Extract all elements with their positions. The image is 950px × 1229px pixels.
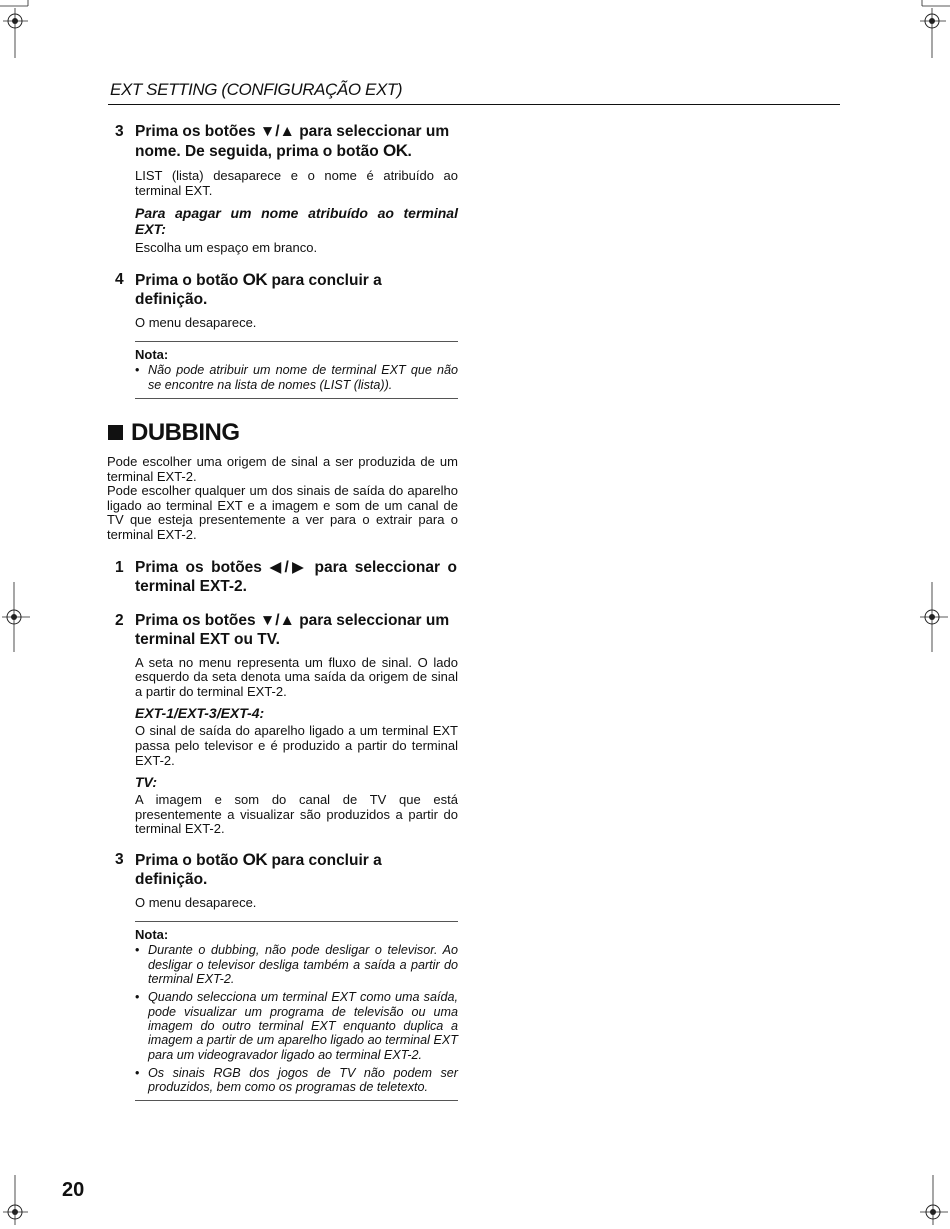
- step-instruction: Prima os botões ▼/▲ para seleccionar um nome. De seguida, prima o botão OK.: [135, 123, 450, 160]
- note-box: [135, 341, 458, 399]
- step-number: 3: [115, 850, 124, 868]
- step-number: 1: [115, 558, 124, 576]
- step-number: 3: [115, 123, 124, 140]
- dubbing-step-3: [107, 850, 458, 889]
- note-title: Nota:: [135, 347, 169, 363]
- step-3-select-name: [107, 122, 458, 161]
- header-divider: [108, 104, 840, 105]
- note-item: • Os sinais RGB dos jogos de TV não podem ser produzidos, bem como os programas de teletexto.: [135, 1066, 458, 1095]
- section-intro: Pode escolher qualquer um dos sinais de saída do aparelho ligado ao terminal EXT e a imagem e som de um canal de TV que esteja presentemente a ver para o extrair para o terminal EXT-2.: [107, 483, 458, 542]
- sub-heading: Para apagar um nome atribuído ao terminal EXT:: [135, 205, 458, 238]
- step-instruction: Prima os botões ▼/▲ para seleccionar um terminal EXT ou TV.: [135, 611, 450, 648]
- ok-button-glyph: OK: [242, 849, 268, 869]
- section-intro: Pode escolher uma origem de sinal a ser produzida de um terminal EXT-2.: [107, 453, 458, 484]
- step-body: O menu desaparece.: [135, 894, 257, 910]
- step-body: O menu desaparece.: [135, 314, 257, 330]
- sub-heading: TV:: [135, 774, 158, 791]
- step-instruction: Prima o botão OK para concluir a definição.: [135, 269, 382, 308]
- note-box: [135, 921, 458, 1101]
- step-instruction: Prima o botão OK para concluir a definição.: [135, 849, 382, 888]
- note-item: • Durante o dubbing, não pode desligar o televisor. Ao desligar o televisor desliga também a saída a partir do terminal EXT-2.: [135, 943, 458, 986]
- step-instruction: Prima os botões ◀/▶ para seleccionar o terminal EXT-2.: [135, 558, 457, 595]
- registration-mark-icon: [910, 1175, 950, 1229]
- registration-mark-icon: [0, 582, 36, 652]
- step-number: 2: [115, 611, 124, 629]
- sub-body: Escolha um espaço em branco.: [135, 240, 318, 256]
- step-number: 4: [115, 270, 124, 288]
- note-item: • Quando selecciona um terminal EXT como uma saída, pode visualizar um programa de televisão ou uma imagem do outro terminal EXT enquanto duplica a imagem a partir de um aparelho ligado ao terminal EXT para um videogravador ligado ao terminal EXT-2.: [135, 990, 458, 1061]
- registration-mark-icon: [914, 582, 950, 652]
- sub-body: A imagem e som do canal de TV que está presentemente a visualizar são produzidos a partir do terminal EXT-2.: [135, 792, 458, 837]
- note-item: • Não pode atribuir um nome de terminal EXT que não se encontre na lista de nomes (LIST (lista)).: [135, 363, 458, 392]
- sub-body: O sinal de saída do aparelho ligado a um terminal EXT passa pelo televisor e é produzido a partir do terminal EXT-2.: [135, 723, 458, 768]
- page-header-title: EXT SETTING (CONFIGURAÇÃO EXT): [110, 80, 403, 99]
- note-list: [135, 363, 458, 392]
- registration-mark-icon: [0, 0, 40, 60]
- section-heading-dubbing: [107, 419, 458, 447]
- page-number: 20: [62, 1179, 85, 1201]
- step-body: LIST (lista) desaparece e o nome é atribuído ao terminal EXT.: [135, 168, 458, 198]
- ok-button-glyph: OK: [383, 141, 408, 160]
- ok-button-glyph: OK: [242, 269, 268, 289]
- filled-square-icon: [108, 425, 123, 440]
- step-body: A seta no menu representa um fluxo de sinal. O lado esquerdo da seta denota uma saída da origem de sinal a partir do terminal EXT-2.: [135, 654, 458, 699]
- dubbing-step-2: [107, 611, 458, 649]
- note-title: Nota:: [135, 927, 169, 943]
- dubbing-step-1: [107, 558, 458, 596]
- note-list: [135, 943, 458, 1094]
- content-column: [107, 122, 458, 1101]
- section-title: DUBBING: [131, 418, 240, 446]
- registration-mark-icon: [910, 0, 950, 60]
- sub-heading: EXT-1/EXT-3/EXT-4:: [135, 705, 265, 722]
- step-4-confirm: [107, 270, 458, 309]
- registration-mark-icon: [0, 1175, 40, 1229]
